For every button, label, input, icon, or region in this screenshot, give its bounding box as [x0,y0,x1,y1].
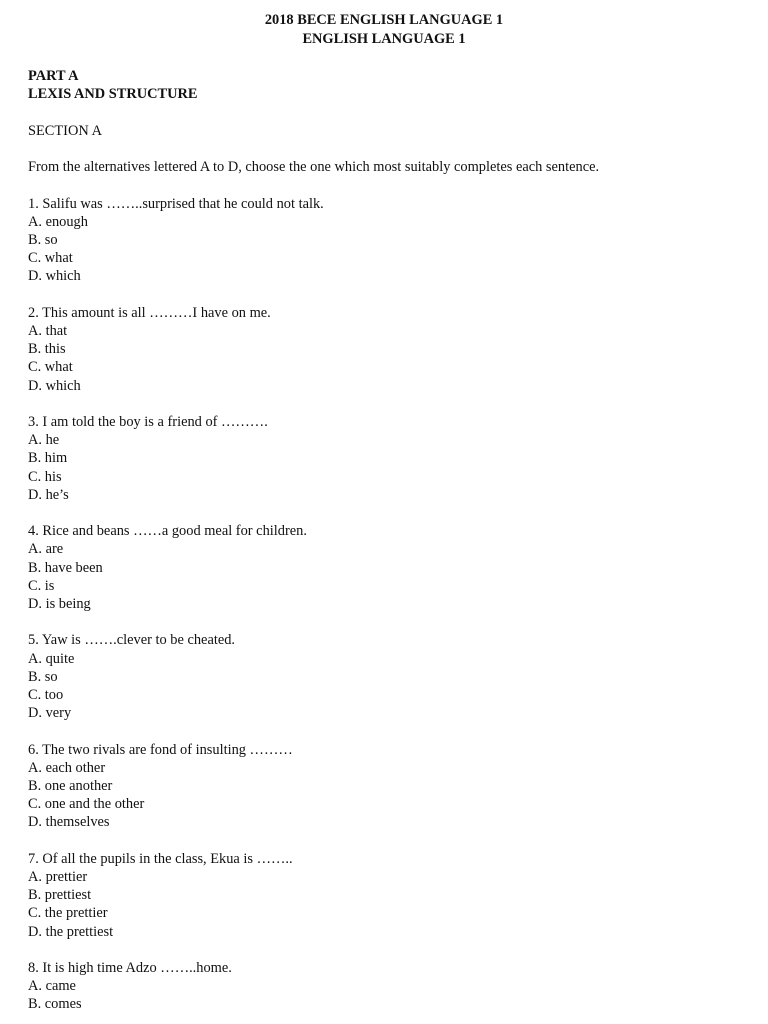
answer-option: C. one and the other [28,796,145,813]
spacer [28,140,740,158]
question-list [28,195,740,1014]
answer-option: A. he [28,432,60,449]
answer-option: B. so [28,668,58,685]
answer-option: A. quite [28,650,75,667]
document-title: 2018 BECE ENGLISH LANGUAGE 1 [264,12,504,28]
document-subtitle: ENGLISH LANGUAGE 1 [302,31,466,47]
answer-option: D. is being [28,595,91,612]
answer-option: C. what [28,359,73,376]
question-stem: 4. Rice and beans ……a good meal for children. [28,523,307,540]
answer-option: B. this [28,341,66,358]
spacer [28,176,740,194]
answer-option: C. too [28,686,64,703]
answer-option: D. which [28,377,81,394]
answer-option: B. so [28,231,58,248]
answer-option: A. that [28,322,68,339]
answer-option: D. which [28,268,81,285]
answer-option: C. his [28,468,62,485]
answer-option: A. are [28,541,64,558]
document-page [28,11,740,1014]
answer-option: A. each other [28,759,106,776]
spacer [28,286,740,304]
part-subtitle: LEXIS AND STRUCTURE [28,86,198,103]
question-stem: 5. Yaw is …….clever to be cheated. [28,632,236,649]
question-stem: 2. This amount is all ………I have on me. [28,304,271,321]
question-stem: 1. Salifu was ……..surprised that he could not talk. [28,195,324,212]
question-5 [28,631,740,740]
answer-option: C. is [28,577,55,594]
question-4 [28,522,740,631]
instructions: From the alternatives lettered A to D, choose the one which most suitably completes each sentence. [28,159,600,176]
answer-option: B. one another [28,777,113,794]
answer-option: B. prettiest [28,887,92,904]
question-stem: 7. Of all the pupils in the class, Ekua is …….. [28,850,293,867]
answer-option: B. comes [28,996,82,1013]
question-stem: 6. The two rivals are fond of insulting ……… [28,741,293,758]
answer-option: C. what [28,250,73,267]
answer-option: D. the prettiest [28,923,114,940]
answer-option: B. have been [28,559,103,576]
spacer [28,395,740,413]
answer-option: D. themselves [28,814,110,831]
question-3 [28,413,740,522]
spacer [28,104,740,122]
answer-option: B. him [28,450,68,467]
answer-option: D. he’s [28,486,69,503]
spacer [28,613,740,631]
section-label: SECTION A [28,122,102,139]
answer-option: A. enough [28,213,88,230]
spacer [28,941,740,959]
question-7 [28,850,740,959]
question-stem: 3. I am told the boy is a friend of ………. [28,413,268,430]
question-1 [28,195,740,304]
question-stem: 8. It is high time Adzo ……..home. [28,959,232,976]
question-6 [28,741,740,850]
answer-option: A. came [28,978,76,995]
answer-option: A. prettier [28,868,88,885]
answer-option: C. the prettier [28,905,108,922]
spacer [28,49,740,67]
spacer [28,504,740,522]
part-label: PART A [28,68,79,85]
answer-option: D. very [28,705,72,722]
spacer [28,722,740,740]
question-2 [28,304,740,413]
question-8 [28,959,740,1014]
spacer [28,832,740,850]
